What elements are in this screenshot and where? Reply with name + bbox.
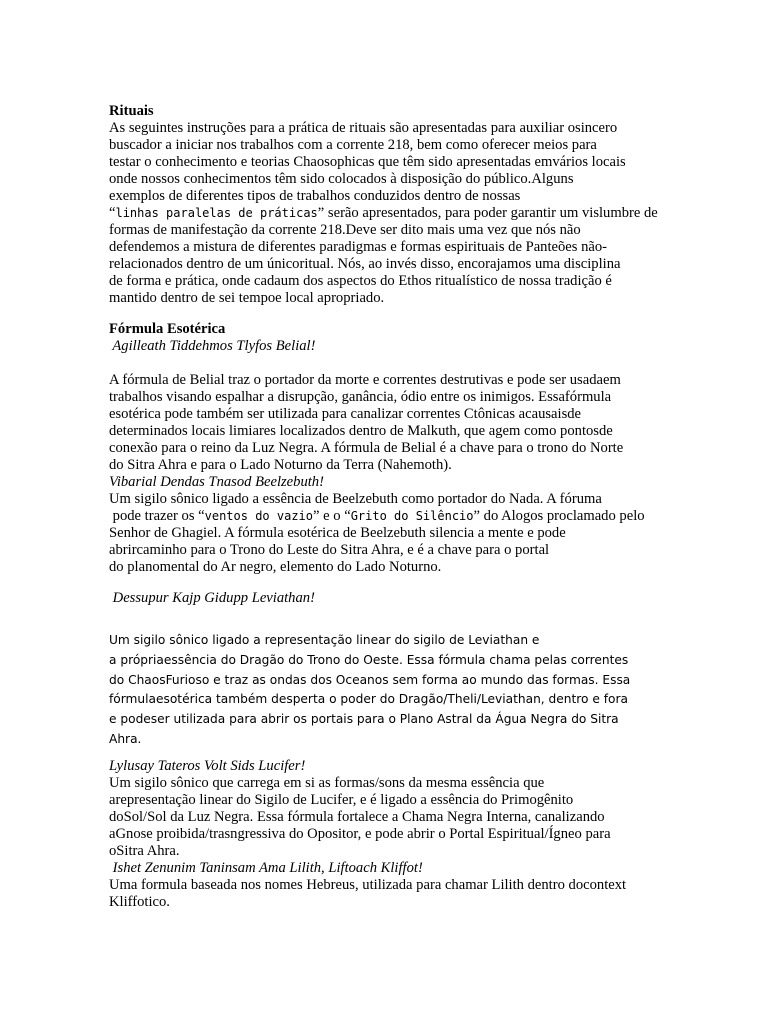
lucifer-section xyxy=(109,758,669,911)
belial-line-1: A fórmula de Belial traz o portador da morte e correntes destrutivas e pode ser usadaem xyxy=(109,372,621,388)
lilith-line-2: Kliffotico. xyxy=(109,894,170,910)
belial-line-4: determinados locais limiares localizados dentro de Malkuth, que agem como pontosde xyxy=(109,423,613,439)
belial-line-2: trabalhos visando espalhar a disrupção, ganância, ódio entre os inimigos. Essafórmula xyxy=(109,389,612,405)
rituais-line-3: testar o conhecimento e teorias Chaosophicas que têm sido apresentadas emvários locais xyxy=(109,154,626,170)
mono-phrase-vazio: ventos do vazio xyxy=(204,509,313,523)
rituais-line-6-rest: ” serão apresentados, para poder garantir um vislumbre de xyxy=(317,205,658,221)
rituais-heading: Rituais xyxy=(109,103,154,119)
lilith-incantation: Ishet Zenunim Taninsam Ama Lilith, Liftoach Kliffot! xyxy=(109,860,423,876)
rituais-line-2: buscador a iniciar nos trabalhos com a corrente 218, bem como oferecer meios para xyxy=(109,137,597,153)
rituais-line-6 xyxy=(109,205,669,222)
leviathan-line-1: Um sigilo sônico ligado a representação linear do sigilo de Leviathan e xyxy=(109,633,540,647)
rituais-line-5: exemplos de diferentes tipos de trabalhos conduzidos dentro de nossas xyxy=(109,188,521,204)
rituais-line-1: As seguintes instruções para a prática de rituais são apresentadas para auxiliar osincero xyxy=(109,120,618,136)
beelzebuth-line-3: Senhor de Ghagiel. A fórmula esotérica de Beelzebuth silencia a mente e pode xyxy=(109,525,566,541)
mono-phrase: linhas paralelas de práticas xyxy=(115,206,318,220)
lucifer-incantation: Lylusay Tateros Volt Sids Lucifer! xyxy=(109,758,306,774)
beelzebuth-line-4: abrircaminho para o Trono do Leste do Sitra Ahra, e é a chave para o portal xyxy=(109,542,550,558)
belial-incantation: Agilleath Tiddehmos Tlyfos Belial! xyxy=(109,338,316,354)
beelzebuth-line-2-a: pode trazer os “ xyxy=(109,508,205,524)
leviathan-line-5: e podeser utilizada para abrir os portais para o Plano Astral da Água Negra do Sitra xyxy=(109,712,619,727)
beelzebuth-line-1: Um sigilo sônico ligado a essência de Beelzebuth como portador do Nada. A fóruma xyxy=(109,491,602,507)
leviathan-line-3: do ChaosFurioso e traz as ondas dos Oceanos sem forma ao mundo das formas. Essa xyxy=(109,672,631,687)
belial-line-5: conexão para o reino da Luz Negra. A fórmula de Belial é a chave para o trono do Norte xyxy=(109,440,624,456)
beelzebuth-line-2-c: ” do Alogos proclamado pelo xyxy=(473,508,645,524)
beelzebuth-line-5: do planomental do Ar negro, elemento do Lado Noturno. xyxy=(109,559,442,575)
lucifer-line-4: aGnose proibida/trasngressiva do Opositor, e pode abrir o Portal Espiritual/Ígneo para xyxy=(109,826,611,842)
formula-section xyxy=(109,321,669,355)
rituais-line-8: defendemos a mistura de diferentes paradigmas e formas espirituais de Panteões não- xyxy=(109,239,608,255)
rituais-line-10: de forma e prática, onde cadaum dos aspectos do Ethos ritualístico de nossa tradição é xyxy=(109,273,612,289)
leviathan-incantation: Dessupur Kajp Gidupp Leviathan! xyxy=(109,590,315,606)
lucifer-line-5: oSitra Ahra. xyxy=(109,843,180,859)
rituais-line-7: formas de manifestação da corrente 218.Deve ser dito mais uma vez que nós não xyxy=(109,222,581,238)
lucifer-line-1: Um sigilo sônico que carrega em si as formas/sons da mesma essência que xyxy=(109,775,545,791)
belial-paragraph xyxy=(109,372,669,576)
lucifer-line-2: arepresentação linear do Sigilo de Lucifer, e é ligado a essência do Primogênito xyxy=(109,792,574,808)
mono-phrase-grito: Grito do Silêncio xyxy=(350,509,474,523)
rituais-line-4: onde nossos conhecimentos têm sido colocados à disposição do público.Alguns xyxy=(109,171,574,187)
leviathan-line-4: fórmulaesotérica também desperta o poder do Dragão/Theli/Leviathan, dentro e fora xyxy=(109,692,628,707)
rituais-section xyxy=(109,103,669,307)
formula-heading: Fórmula Esotérica xyxy=(109,321,226,337)
beelzebuth-line-2 xyxy=(109,508,669,525)
rituais-line-9: relacionados dentro de um únicoritual. Nós, ao invés disso, encorajamos uma disciplina xyxy=(109,256,621,272)
leviathan-incantation-block xyxy=(109,590,669,607)
leviathan-line-2: a própriaessência do Dragão do Trono do Oeste. Essa fórmula chama pelas correntes xyxy=(109,652,629,667)
leviathan-line-6: Ahra. xyxy=(109,731,142,746)
beelzebuth-line-2-b: ” e o “ xyxy=(313,508,351,524)
open-quote: “ xyxy=(109,205,116,221)
belial-line-6: do Sitra Ahra e para o Lado Noturno da Terra (Nahemoth). xyxy=(109,457,452,473)
beelzebuth-incantation: Vibarial Dendas Tnasod Beelzebuth! xyxy=(109,474,324,490)
lilith-line-1: Uma formula baseada nos nomes Hebreus, utilizada para chamar Lilith dentro docontext xyxy=(109,877,627,893)
rituais-line-11: mantido dentro de sei tempoe local apropriado. xyxy=(109,290,385,306)
lucifer-line-3: doSol/Sol da Luz Negra. Essa fórmula fortalece a Chama Negra Interna, canalizando xyxy=(109,809,605,825)
leviathan-paragraph xyxy=(109,631,709,750)
belial-line-3: esotérica pode também ser utilizada para canalizar correntes Ctônicas acausaisde xyxy=(109,406,582,422)
